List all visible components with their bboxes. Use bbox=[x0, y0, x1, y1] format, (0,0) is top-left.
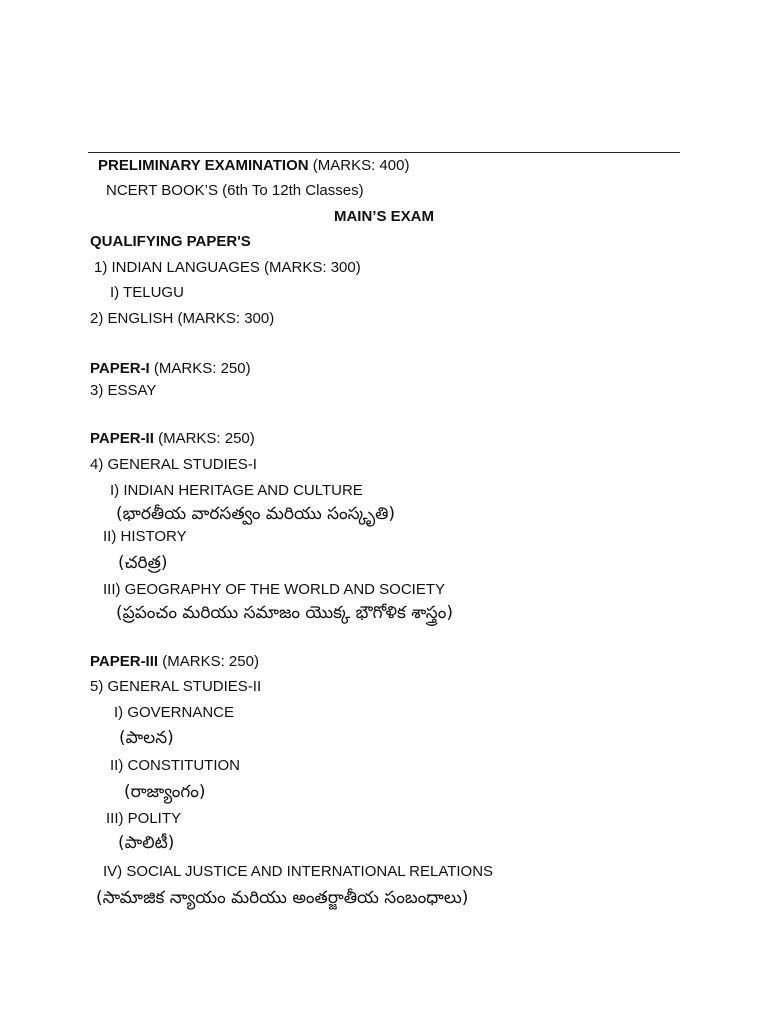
qualifying-item-1-sub: I) TELUGU bbox=[110, 284, 184, 301]
paper3-sub-3: III) POLITY bbox=[106, 810, 182, 827]
prelim-title: PRELIMINARY EXAMINATION bbox=[98, 157, 309, 174]
header-rule bbox=[88, 152, 680, 153]
paper3-sub-2-telugu: (రాజ్యాంగం) bbox=[124, 782, 206, 802]
paper2-sub-1: I) INDIAN HERITAGE AND CULTURE bbox=[110, 482, 363, 499]
prelim-books: NCERT BOOK’S (6th To 12th Classes) bbox=[106, 182, 364, 199]
paper2-marks: (MARKS: 250) bbox=[158, 430, 255, 447]
paper3-sub-1: I) GOVERNANCE bbox=[114, 704, 235, 721]
paper1-line bbox=[90, 360, 251, 378]
paper3-marks: (MARKS: 250) bbox=[162, 653, 259, 670]
paper3-sub-3-telugu: (పాలిటీ) bbox=[118, 833, 175, 853]
paper1-title: PAPER-I bbox=[90, 360, 150, 377]
paper3-sub-2: II) CONSTITUTION bbox=[110, 757, 240, 774]
paper3-sub-4: IV) SOCIAL JUSTICE AND INTERNATIONAL RELATIONS bbox=[103, 863, 494, 880]
paper2-line bbox=[90, 430, 255, 448]
prelim-line bbox=[98, 157, 409, 175]
paper3-sub-1-telugu: (పాలన) bbox=[119, 728, 174, 748]
paper2-sub-3-telugu: (ప్రపంచం మరియు సమాజం యొక్క భౌగోళిక శాస్త్రం) bbox=[116, 603, 453, 623]
paper2-sub-1-telugu: (భారతీయ వారసత్వం మరియు సంస్కృతి) bbox=[116, 504, 396, 524]
prelim-marks: (MARKS: 400) bbox=[312, 157, 410, 174]
paper3-item: 5) GENERAL STUDIES-II bbox=[90, 678, 262, 695]
paper2-title: PAPER-II bbox=[90, 430, 154, 447]
paper1-item: 3) ESSAY bbox=[90, 382, 157, 399]
qualifying-item-1: 1) INDIAN LANGUAGES (MARKS: 300) bbox=[94, 259, 361, 276]
paper2-item: 4) GENERAL STUDIES-I bbox=[90, 456, 257, 473]
qualifying-item-2: 2) ENGLISH (MARKS: 300) bbox=[90, 310, 275, 327]
paper2-sub-3: III) GEOGRAPHY OF THE WORLD AND SOCIETY bbox=[103, 581, 445, 598]
paper3-title: PAPER-III bbox=[90, 653, 159, 670]
paper3-line bbox=[90, 653, 259, 671]
paper2-sub-2-telugu: (చరిత్ర) bbox=[118, 553, 168, 573]
mains-title: MAIN’S EXAM bbox=[333, 208, 434, 225]
qualifying-heading: QUALIFYING PAPER'S bbox=[90, 233, 251, 250]
paper2-sub-2: II) HISTORY bbox=[103, 528, 187, 545]
paper1-marks: (MARKS: 250) bbox=[153, 360, 251, 377]
paper3-sub-4-telugu: (సామాజిక న్యాయం మరియు అంతర్జాతీయ సంబంధాలు) bbox=[96, 888, 469, 908]
